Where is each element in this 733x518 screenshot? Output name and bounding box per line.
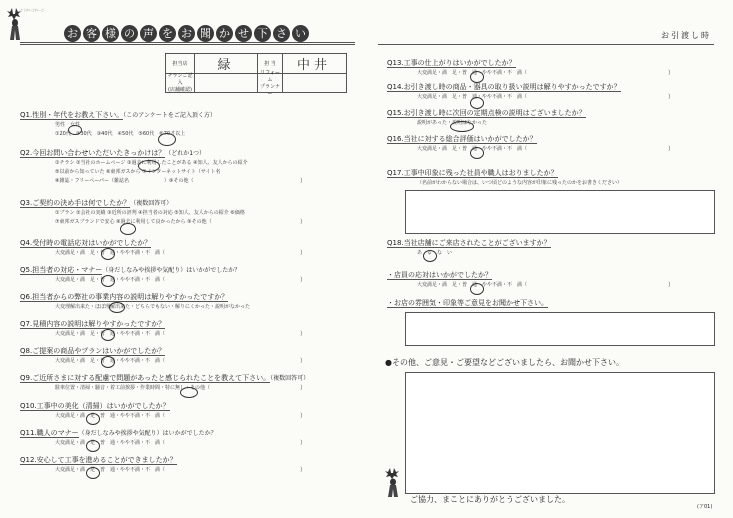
q1-title xyxy=(20,110,216,120)
answer-mark xyxy=(101,275,115,287)
answer-mark xyxy=(158,133,176,146)
q4-options[interactable]: 大変満足・満 足・普 通・やや不満・不 満（ xyxy=(55,250,166,256)
q7-title-text: Q7.見積内容の説明は解りやすかったですか？ xyxy=(20,320,166,328)
q4-title xyxy=(20,238,151,248)
q4-close-paren: ） xyxy=(300,250,307,257)
banner-char: 声 xyxy=(140,25,157,42)
q18b-answer-box[interactable] xyxy=(405,312,715,346)
q2-note: （どれか1つ） xyxy=(165,150,206,157)
answer-mark xyxy=(101,329,115,341)
banner-char: お xyxy=(178,25,195,42)
q1-title-text: Q1.性別・年代をお教え下さい。 xyxy=(20,111,124,119)
q4-title-text: Q4.受付時の電話応対はいかがでしたか？ xyxy=(20,239,152,247)
q12-title-text: Q12.安心して工事を進めることができましたか？ xyxy=(20,456,177,464)
answer-mark xyxy=(423,250,437,262)
banner-char: か xyxy=(216,25,233,42)
q11-note: （身だしなみや挨拶や気配り）はいかがでしたか？ xyxy=(78,430,217,437)
q15-title-text: Q15.お引き渡し時に次回の定期点検の説明はございましたか？ xyxy=(387,109,586,117)
q14-options[interactable]: 大変満足・満 足・普 通・やや不満・不 満（ xyxy=(417,94,528,100)
q3-title-text: Q3.ご契約の決め手は何でしたか？ xyxy=(20,199,131,207)
answer-mark xyxy=(180,387,198,398)
q9-title xyxy=(20,373,309,383)
q8-options[interactable]: 大変満足・満 足・普 通・やや不満・不 満（ xyxy=(55,358,166,364)
q2-options[interactable]: ①チラシ ②当社のホームページ ③過去に利用したことがある ④知人、友人からの紹介 xyxy=(55,160,248,166)
q13-options[interactable]: 大変満足・満 足・普 通・やや不満・不 満（ xyxy=(417,70,528,76)
q16-title-text: Q16.当社に対する総合評価はいかがでしたか？ xyxy=(387,135,537,143)
q17-title-text: Q17.工事中印象に残った社員や職人はおりましたか？ xyxy=(387,169,558,177)
q10-title xyxy=(20,401,170,411)
q7-close-paren: ） xyxy=(300,331,307,338)
banner-char: さ xyxy=(273,25,290,42)
store-label: 担当店 xyxy=(166,54,195,73)
banner-char: の xyxy=(121,25,138,42)
q2-options[interactable]: ⑤以前から知っていた ⑥東邦ガスから ⑦インターネットサイト（サイト名 xyxy=(55,169,221,175)
banner-char: せ xyxy=(235,25,252,42)
store-value: 緑 xyxy=(195,54,258,73)
q18a-options[interactable]: 大変満足・満 足・普 通・やや不満・不 満（ xyxy=(417,282,528,288)
q6-options[interactable]: 大変理解出来た・ほぼ理解出来た・どちらでもない・解りにくかった・説明がなかった xyxy=(55,304,250,310)
q12-close-paren: ） xyxy=(300,467,307,474)
right-page-title: お引渡し時 xyxy=(661,31,711,40)
q18-title-text: Q18.当社店舗にご来店されたことがございますか？ xyxy=(387,239,551,247)
q7-title xyxy=(20,319,165,329)
banner-char: 客 xyxy=(83,25,100,42)
answer-mark xyxy=(101,356,115,368)
q3-title xyxy=(20,198,172,208)
q18-options[interactable]: あ る・な い xyxy=(417,250,453,256)
answer-mark xyxy=(68,125,82,135)
q3-options[interactable]: ⑦東邦ガスブランドで安心 ⑧過去に利用して良かったから ⑨その他（ xyxy=(55,219,212,225)
q16-title xyxy=(387,134,537,144)
check-label: チラシご記入 (店舗確認) xyxy=(166,73,195,92)
q3-close-paren: ） xyxy=(300,219,307,226)
answer-mark xyxy=(109,302,125,313)
q15-options[interactable]: 説明があった・説明はなかった xyxy=(417,120,487,126)
q12-title xyxy=(20,455,177,465)
q18-title xyxy=(387,238,551,248)
deer-footer-icon xyxy=(382,466,404,498)
staff-info-box xyxy=(165,53,347,97)
q5-note: （身だしなみや挨拶や気配り）はいかがでしたか？ xyxy=(102,267,241,274)
q2-options[interactable]: ⑧雑誌・フリーペーパー（雑誌名 ）⑨その他（ xyxy=(55,178,194,184)
q17-options[interactable]: （名前がわからない場合は、いつ頃どのような内容が印象に残ったのかをお書きください） xyxy=(417,180,623,186)
q1-options[interactable]: 男性 女性 xyxy=(55,122,81,128)
q18b-title-text: ・お店の雰囲気・印象等ご意見をお聞かせ下さい。 xyxy=(387,299,548,307)
q18b-title xyxy=(387,298,548,308)
banner-char: い xyxy=(292,25,309,42)
answer-mark xyxy=(120,223,136,235)
q1-options[interactable]: ①20代 ②30代 ③40代 ④50代 ⑤60代 ⑥70才以上 xyxy=(55,131,186,137)
q1-note: （このアンケートをご記入頂く方） xyxy=(123,112,216,119)
q17-title xyxy=(387,168,558,178)
q10-options[interactable]: 大変満足・満 足・普 通・やや不満・不 満（ xyxy=(55,413,166,419)
q9-options[interactable]: 駐車位置・清掃・騒音・着工前挨拶・作業時間・特に無し・その他（ xyxy=(55,385,211,391)
answer-mark xyxy=(470,97,484,109)
title-banner xyxy=(20,22,355,45)
answer-mark xyxy=(470,283,484,295)
q11-options[interactable]: 大変満足・満 足・普 通・やや不満・不 満（ xyxy=(55,440,166,446)
q3-note: （複数回答可） xyxy=(130,200,173,207)
banner-char: 聞 xyxy=(197,25,214,42)
q11-close-paren: ） xyxy=(300,440,307,447)
banner-char: 下 xyxy=(254,25,271,42)
thanks-text: ご協力、まことにありがとうございました。 xyxy=(410,495,570,504)
q9-title-text: Q9.ご近所さまに対する配慮で問題があったと感じられたことを教えて下さい。 xyxy=(20,374,271,382)
answer-mark xyxy=(86,440,100,452)
q14-close-paren: ） xyxy=(668,94,675,101)
other-comment-box[interactable] xyxy=(405,372,715,494)
banner-char: 様 xyxy=(102,25,119,42)
q10-close-paren: ） xyxy=(300,413,307,420)
q14-title xyxy=(387,82,621,92)
q13-title xyxy=(387,58,516,68)
answer-mark xyxy=(101,248,115,260)
q6-title xyxy=(20,292,228,302)
q6-title-text: Q6.担当者からの弊社の事業内容の説明は解りやすかったですか？ xyxy=(20,293,229,301)
answer-mark xyxy=(86,467,100,479)
banner-char: お xyxy=(64,25,81,42)
q5-close-paren: ） xyxy=(300,277,307,284)
q8-title xyxy=(20,346,165,356)
q14-title-text: Q14.お引き渡し時の商品・器具の取り扱い説明は解りやすかったですか？ xyxy=(387,83,621,91)
person-value: 中井 xyxy=(296,58,331,73)
q8-title-text: Q8.ご提案の商品やプランはいかがでしたか？ xyxy=(20,347,166,355)
q9-close-paren: ） xyxy=(300,385,307,392)
q2-close-paren: ） xyxy=(300,178,307,185)
q5-options[interactable]: 大変満足・満 足・普 通・やや不満・不 満（ xyxy=(55,277,166,283)
q9-note: （複数回答可） xyxy=(270,375,310,382)
person-label: 担 当 xyxy=(258,54,283,73)
q7-options[interactable]: 大変満足・満 足・普 通・やや不満・不 満（ xyxy=(55,331,166,337)
q16-close-paren: ） xyxy=(668,146,675,153)
reform-label: リフォーム プランナー xyxy=(258,73,283,92)
q8-close-paren: ） xyxy=(300,358,307,365)
form-code: (ア01) xyxy=(697,504,713,510)
q18a-title-text: ・店員の応対はいかがでしたか？ xyxy=(387,271,492,279)
small-top-left-text: とうかいとれーど xyxy=(20,8,45,12)
answer-mark xyxy=(86,413,100,425)
q17-answer-box[interactable] xyxy=(405,190,715,234)
q5-title xyxy=(20,265,240,275)
answer-mark xyxy=(470,71,484,83)
q15-title xyxy=(387,108,586,118)
q13-title-text: Q13.工事の仕上がりはいかがでしたか？ xyxy=(387,59,516,67)
answer-mark xyxy=(138,160,160,172)
answer-mark xyxy=(450,121,474,132)
q2-title-text: Q2.今回お問い合わせいただいたきっかけは？ xyxy=(20,149,166,157)
q16-options[interactable]: 大変満足・満 足・普 通・やや不満・不 満（ xyxy=(417,146,528,152)
q18a-title xyxy=(387,270,492,280)
other-comment-title: ●その他、ご意見・ご要望などございましたら、お聞かせ下さい。 xyxy=(385,358,624,367)
answer-mark xyxy=(470,147,484,159)
q11-title-text: Q11.職人のマナー xyxy=(20,429,79,437)
banner-char: を xyxy=(159,25,176,42)
q10-title-text: Q10.工事中の美化（清掃）はいかがでしたか？ xyxy=(20,402,170,410)
q5-title-text: Q5.担当者の対応・マナー xyxy=(20,266,103,274)
q3-options[interactable]: ①プラン ②会社の実績 ③近所の評判 ④担当者の対応 ⑤知人、友人からの紹介 ⑥価格 xyxy=(55,210,245,216)
q11-title xyxy=(20,428,217,438)
q2-title xyxy=(20,148,205,158)
q13-close-paren: ） xyxy=(668,70,675,77)
q18a-close-paren: ） xyxy=(668,282,675,289)
q12-options[interactable]: 大変満足・満 足・普 通・やや不満・不 満（ xyxy=(55,467,166,473)
